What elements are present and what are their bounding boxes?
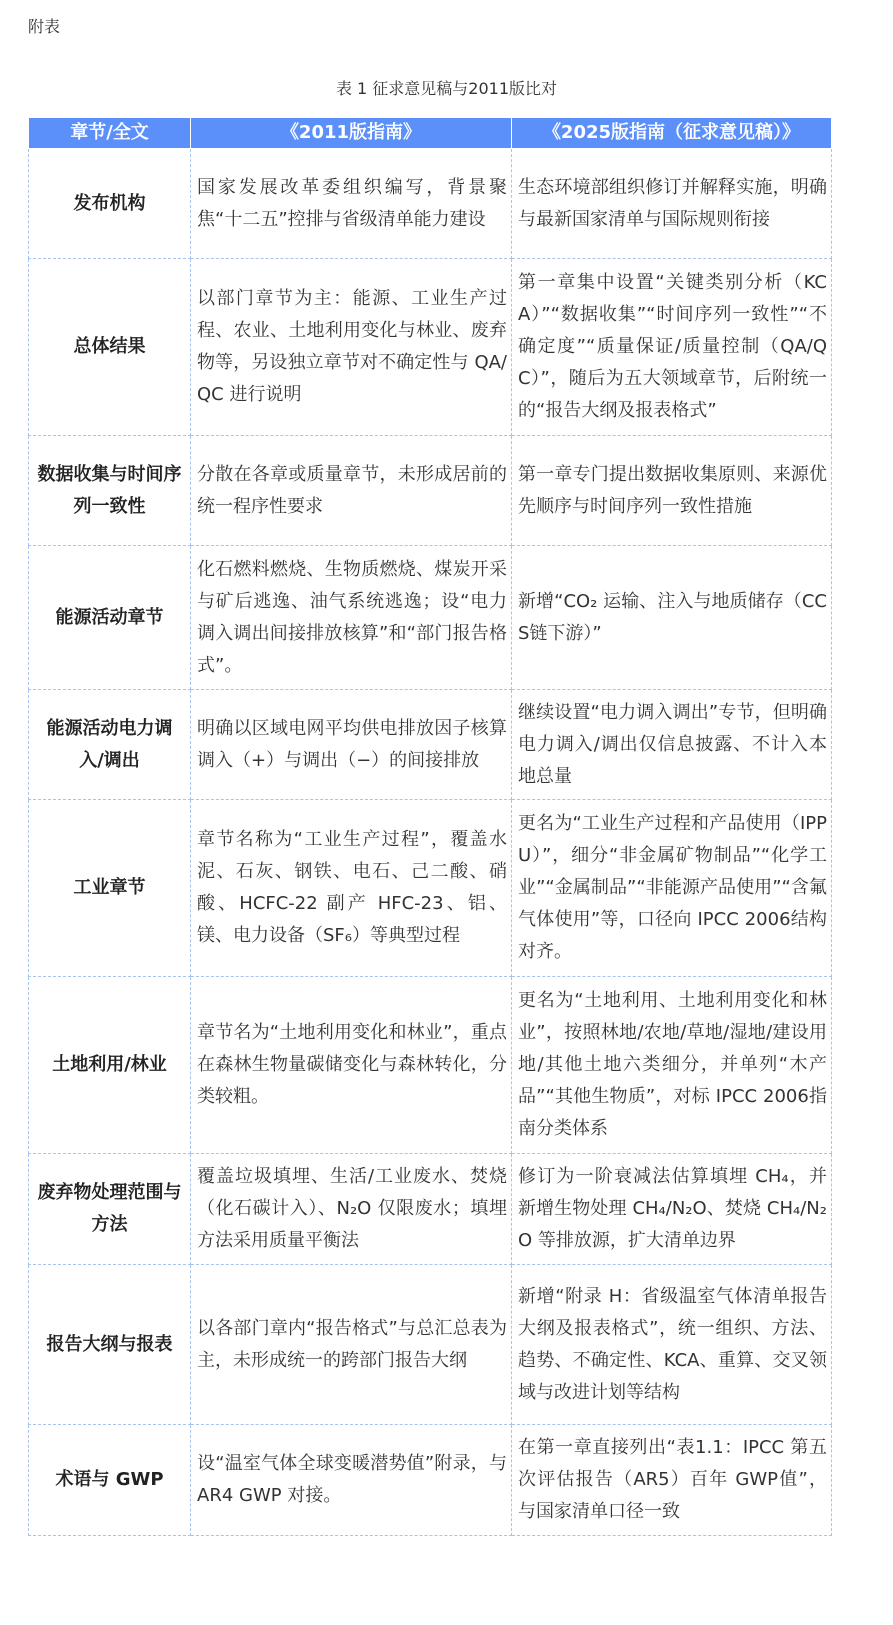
table-row (29, 800, 832, 977)
table-row (29, 1425, 832, 1536)
row-label: 术语与 GWP (29, 1425, 191, 1536)
cell-2025: 继续设置“电力调入调出”专节，但明确电力调入/调出仅信息披露、不计入本地总量 (512, 690, 832, 800)
cell-2011: 覆盖垃圾填埋、生活/工业废水、焚烧（化石碳计入）、N₂O 仅限废水；填埋方法采用质量平衡法 (191, 1154, 512, 1265)
row-label: 能源活动章节 (29, 546, 191, 690)
cell-2025: 修订为一阶衰减法估算填埋 CH₄，并新增生物处理 CH₄/N₂O、焚烧 CH₄/N₂O 等排放源，扩大清单边界 (512, 1154, 832, 1265)
row-label: 报告大纲与报表 (29, 1265, 191, 1425)
row-label: 废弃物处理范围与方法 (29, 1154, 191, 1265)
table-row (29, 546, 832, 690)
table-row (29, 690, 832, 800)
row-label: 土地利用/林业 (29, 977, 191, 1154)
cell-2025: 更名为“土地利用、土地利用变化和林业”，按照林地/农地/草地/湿地/建设用地/其他土地六类细分，并单列“木产品”“其他生物质”，对标 IPCC 2006指南分类体系 (512, 977, 832, 1154)
table-row (29, 436, 832, 546)
cell-2011: 化石燃料燃烧、生物质燃烧、煤炭开采与矿后逃逸、油气系统逃逸；设“电力调入调出间接排放核算”和“部门报告格式”。 (191, 546, 512, 690)
row-label: 数据收集与时间序列一致性 (29, 436, 191, 546)
row-label: 发布机构 (29, 149, 191, 259)
table-caption: 表 1 征求意见稿与2011版比对 (335, 79, 558, 98)
cell-2011: 章节名称为“工业生产过程”，覆盖水泥、石灰、钢铁、电石、己二酸、硝酸、HCFC-22 副产 HFC-23、铝、镁、电力设备（SF₆）等典型过程 (191, 800, 512, 977)
cell-2011: 明确以区域电网平均供电排放因子核算调入（+）与调出（−）的间接排放 (191, 690, 512, 800)
row-label: 工业章节 (29, 800, 191, 977)
table-row (29, 259, 832, 436)
cell-2025: 新增“附录 H：省级温室气体清单报告大纲及报表格式”，统一组织、方法、趋势、不确定性、KCA、重算、交叉领域与改进计划等结构 (512, 1265, 832, 1425)
column-header-2025: 《2025版指南（征求意见稿）》 (512, 118, 832, 149)
cell-2011: 章节名为“土地利用变化和林业”，重点在森林生物量碳储变化与森林转化，分类较粗。 (191, 977, 512, 1154)
cell-2025: 生态环境部组织修订并解释实施，明确与最新国家清单与国际规则衔接 (512, 149, 832, 259)
cell-2025: 第一章集中设置“关键类别分析（KCA）”“数据收集”“时间序列一致性”“不确定度”“质量保证/质量控制（QA/QC）”，随后为五大领域章节，后附统一的“报告大纲及报表格式” (512, 259, 832, 436)
column-header-section: 章节/全文 (29, 118, 191, 149)
row-label: 能源活动电力调入/调出 (29, 690, 191, 800)
cell-2011: 设“温室气体全球变暖潜势值”附录，与 AR4 GWP 对接。 (191, 1425, 512, 1536)
cell-2011: 以各部门章内“报告格式”与总汇总表为主，未形成统一的跨部门报告大纲 (191, 1265, 512, 1425)
comparison-table (28, 118, 832, 1536)
table-row (29, 149, 832, 259)
table-row (29, 1154, 832, 1265)
column-header-2011: 《2011版指南》 (191, 118, 512, 149)
table-header-row (29, 118, 832, 149)
row-label: 总体结果 (29, 259, 191, 436)
cell-2011: 分散在各章或质量章节，未形成居前的统一程序性要求 (191, 436, 512, 546)
cell-2025: 在第一章直接列出“表1.1：IPCC 第五次评估报告（AR5）百年 GWP值”，与国家清单口径一致 (512, 1425, 832, 1536)
table-row (29, 977, 832, 1154)
cell-2011: 国家发展改革委组织编写，背景聚焦“十二五”控排与省级清单能力建设 (191, 149, 512, 259)
appendix-heading: 附表 (28, 17, 61, 36)
cell-2025: 更名为“工业生产过程和产品使用（IPPU）”，细分“非金属矿物制品”“化学工业”“金属制品”“非能源产品使用”“含氟气体使用”等，口径向 IPCC 2006结构对齐。 (512, 800, 832, 977)
table-row (29, 1265, 832, 1425)
cell-2025: 第一章专门提出数据收集原则、来源优先顺序与时间序列一致性措施 (512, 436, 832, 546)
cell-2025: 新增“CO₂ 运输、注入与地质储存（CCS链下游）” (512, 546, 832, 690)
cell-2011: 以部门章节为主：能源、工业生产过程、农业、土地利用变化与林业、废弃物等，另设独立章节对不确定性与 QA/QC 进行说明 (191, 259, 512, 436)
